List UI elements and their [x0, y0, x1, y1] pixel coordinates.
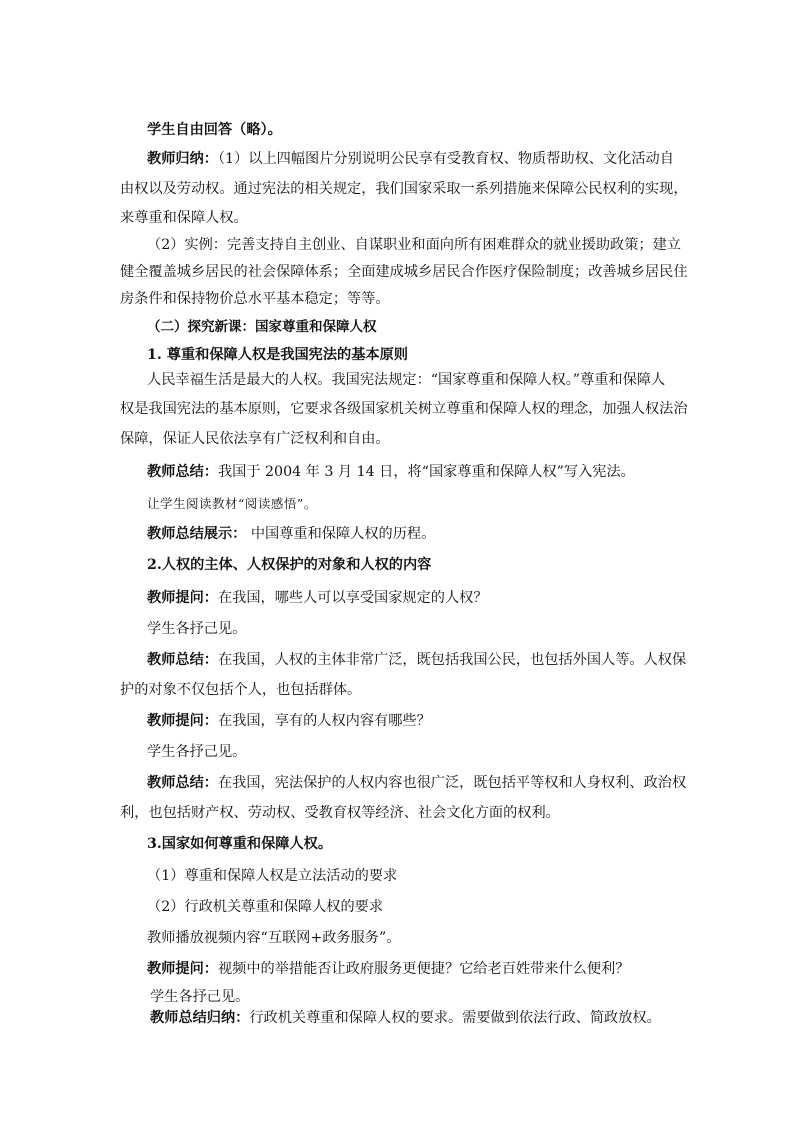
paragraph-text: 中国尊重和保障人权的历程。 — [246, 526, 436, 542]
teacher-question-label: 教师提问： — [147, 713, 218, 729]
teacher-summary-paragraph-line — [147, 149, 674, 169]
teacher-summary-label: 教师总结： — [147, 775, 218, 791]
paragraph-text: 视频中的举措能否让政府服务更便捷？它给老百姓带来什么便利？ — [217, 961, 630, 977]
paragraph-text: （1）以上四幅图片分别说明公民享有受教育权、物质帮助权、文化活动自 — [217, 151, 674, 167]
teacher-question-label: 教师提问： — [147, 961, 218, 977]
teacher-summary-label: 教师总结： — [147, 652, 218, 668]
paragraph-text: 在我国，宪法保护的人权内容也很广泛，既包括平等权和人身权利、政治权 — [217, 775, 687, 791]
teacher-summary-label: 教师总结： — [147, 464, 218, 480]
list-item: （1）尊重和保障人权是立法活动的要求 — [147, 868, 398, 884]
paragraph-line: 教师播放视频内容“互联网+政务服务”。 — [147, 930, 401, 946]
student-response: 学生各抒己见。 — [147, 744, 247, 760]
paragraph-text: 在我国，享有的人权内容有哪些？ — [217, 713, 431, 729]
student-answer-label: 学生自由回答（略）。 — [147, 122, 282, 138]
paragraph-line: 人民幸福生活是最大的人权。我国宪法规定：“国家尊重和保障人权。”尊重和保障人 — [147, 372, 666, 388]
paragraph-line: 健全覆盖城乡居民的社会保障体系；全面建成城乡居民合作医疗保险制度；改善城乡居民住 — [120, 264, 688, 280]
student-response: 学生各抒己见。 — [150, 989, 250, 1005]
paragraph-line: 利，也包括财产权、劳动权、受教育权等经济、社会文化方面的权利。 — [120, 805, 560, 821]
teacher-summary-line — [147, 462, 635, 482]
teacher-summary-label: 教师归纳： — [147, 151, 218, 167]
paragraph-text: 在我国，哪些人可以享受国家规定的人权？ — [217, 590, 488, 606]
paragraph-text: 我国于 2004 年 3 月 14 日，将“国家尊重和保障人权”写入宪法。 — [217, 464, 635, 480]
subsection-heading: 1. 尊重和保障人权是我国宪法的基本原则 — [147, 347, 408, 363]
teacher-summary-show-line — [147, 524, 435, 544]
teacher-question-line — [147, 711, 431, 731]
paragraph-text: 在我国，人权的主体非常广泛，既包括我国公民，也包括外国人等。人权保 — [217, 652, 687, 668]
teacher-summary-show-label: 教师总结展示： — [147, 526, 247, 542]
paragraph-line: 房条件和保持物价总水平基本稳定；等等。 — [120, 291, 390, 307]
reading-instruction: 让学生阅读教材“阅读感悟”。 — [147, 496, 317, 511]
student-response: 学生各抒己见。 — [147, 621, 247, 637]
paragraph-line: 来尊重和保障人权。 — [120, 210, 248, 226]
section-heading: （二）探究新课：国家尊重和保障人权 — [147, 319, 377, 335]
subsection-heading: 2.人权的主体、人权保护的对象和人权的内容 — [147, 557, 432, 573]
subsection-heading: 3.国家如何尊重和保障人权。 — [147, 836, 333, 852]
list-item: （2）行政机关尊重和保障人权的要求 — [147, 899, 384, 915]
teacher-conclusion-label: 教师总结归纳： — [150, 1010, 250, 1026]
teacher-question-line — [147, 959, 629, 979]
paragraph-line: 护的对象不仅包括个人，也包括群体。 — [120, 682, 362, 698]
student-answer-line — [147, 120, 282, 140]
paragraph-line: 权是我国宪法的基本原则，它要求各级国家机关树立尊重和保障人权的理念，加强人权法治 — [120, 401, 688, 417]
teacher-question-label: 教师提问： — [147, 590, 218, 606]
teacher-summary-line — [147, 773, 686, 793]
paragraph-line: （2）实例：完善支持自主创业、自谋职业和面向所有困难群众的就业援助政策；建立 — [147, 237, 681, 253]
teacher-question-line — [147, 588, 488, 608]
paragraph-line: 保障，保证人民依法享有广泛权利和自由。 — [120, 431, 390, 447]
teacher-summary-line — [147, 650, 686, 670]
paragraph-text: 行政机关尊重和保障人权的要求。需要做到依法行政、简政放权。 — [249, 1010, 661, 1026]
teacher-conclusion-line — [150, 1008, 661, 1028]
paragraph-line: 由权以及劳动权。通过宪法的相关规定，我们国家采取一系列措施来保障公民权利的实现， — [120, 181, 688, 197]
